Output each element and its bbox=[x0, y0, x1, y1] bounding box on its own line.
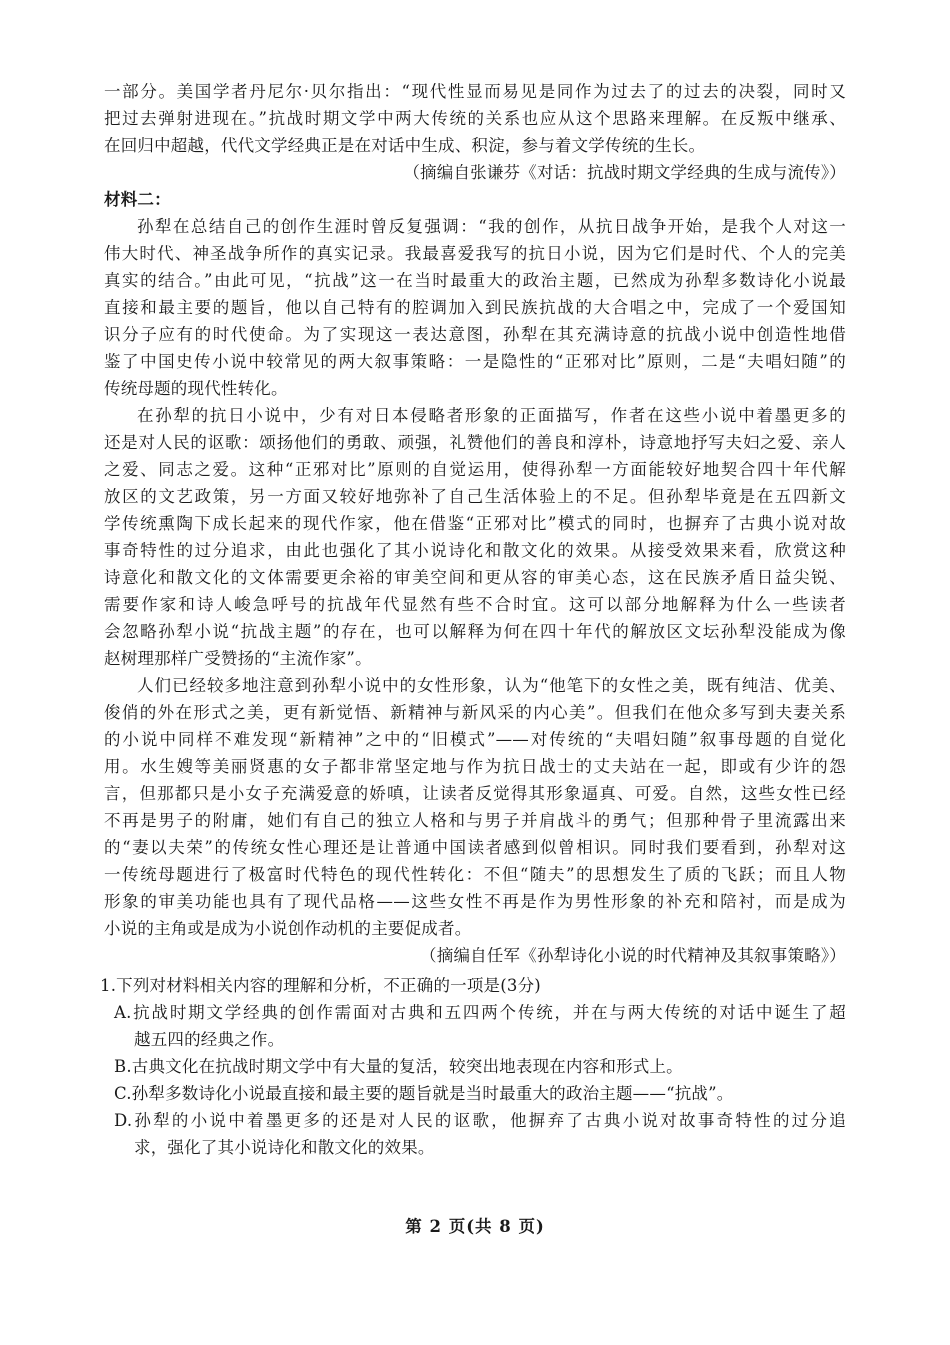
option-d[interactable] bbox=[104, 1107, 846, 1161]
option-text: C.孙犁多数诗化小说最直接和最主要的题旨就是当时最重大的政治主题——“抗战”。 bbox=[114, 1084, 734, 1103]
text-line: 还是对人民的讴歌：颂扬他们的勇敢、顽强，礼赞他们的善良和淳朴，诗意地抒写夫妇之爱、亲人 bbox=[104, 433, 846, 452]
material2-section bbox=[104, 186, 846, 969]
text-line: 赵树理那样广受赞扬的“主流作家”。 bbox=[104, 649, 372, 668]
text-line: 传统母题的现代性转化。 bbox=[104, 379, 288, 398]
text-line: 一部分。美国学者丹尼尔·贝尔指出：“现代性显而易见是同作为过去了的过去的决裂，同时又 bbox=[104, 82, 846, 101]
option-b[interactable] bbox=[104, 1053, 846, 1080]
material2-paragraph-1 bbox=[104, 213, 846, 402]
material2-paragraph-3 bbox=[104, 672, 846, 942]
question-1 bbox=[100, 972, 846, 1161]
question-stem: 1.下列对材料相关内容的理解和分析，不正确的一项是(3分) bbox=[100, 976, 541, 995]
text-line: 的小说中同样不难发现“新精神”之中的“旧模式”——对传统的“夫唱妇随”叙事母题的自觉化 bbox=[104, 730, 846, 749]
text-line: 用。水生嫂等美丽贤惠的女子都非常坚定地与作为抗日战士的丈夫站在一起，即或有少许的怨 bbox=[104, 757, 846, 776]
option-text: A.抗战时期文学经典的创作需面对古典和五四两个传统，并在与两大传统的对话中诞生了超 bbox=[114, 1003, 846, 1022]
text-line: 直接和最主要的题旨，他以自己特有的腔调加入到民族抗战的大合唱之中，完成了一个爱国知 bbox=[104, 298, 846, 317]
option-c[interactable] bbox=[104, 1080, 846, 1107]
option-text: 求，强化了其小说诗化和散文化的效果。 bbox=[134, 1138, 435, 1157]
page-number: 第 2 页(共 8 页) bbox=[405, 1217, 545, 1236]
text-line: 人们已经较多地注意到孙犁小说中的女性形象，认为“他笔下的女性之美，既有纯洁、优美、 bbox=[137, 676, 846, 695]
text-line: 小说的主角或是成为小说创作动机的主要促成者。 bbox=[104, 919, 472, 938]
text-line: 诗意化和散文化的文体需要更余裕的审美空间和更从容的审美心态，这在民族矛盾日益尖锐、 bbox=[104, 568, 846, 587]
option-text: 越五四的经典之作。 bbox=[134, 1030, 285, 1049]
option-a[interactable] bbox=[104, 999, 846, 1053]
text-line: 把过去弹射进现在。”抗战时期文学中两大传统的关系也应从这个思路来理解。在反叛中继承、 bbox=[104, 109, 846, 128]
text-line: 的“妻以夫荣”的传统女性心理还是让普通中国读者感到似曾相识。同时我们要看到，孙犁对这 bbox=[104, 838, 846, 857]
text-line: 真实的结合。”由此可见，“抗战”这一在当时最重大的政治主题，已然成为孙犁多数诗化小说最 bbox=[104, 271, 846, 290]
material1-source: （摘编自张谦芬《对话：抗战时期文学经典的生成与流传》） bbox=[403, 163, 846, 182]
text-line: 放区的文艺政策，另一方面又较好地弥补了自己生活体验上的不足。但孙犁毕竟是在五四新文 bbox=[104, 487, 846, 506]
exam-page-body bbox=[100, 78, 846, 1161]
text-line: 形象的审美功能也具有了现代品格——这些女性不再是作为男性形象的补充和陪衬，而是成为 bbox=[104, 892, 846, 911]
material2-paragraph-2 bbox=[104, 402, 846, 672]
text-line: 一传统母题进行了极富时代特色的现代性转化：不但“随夫”的思想发生了质的飞跃；而且人物 bbox=[104, 865, 846, 884]
text-line: 事奇特性的过分追求，由此也强化了其小说诗化和散文化的效果。从接受效果来看，欣赏这种 bbox=[104, 541, 846, 560]
material2-source: （摘编自任军《孙犁诗化小说的时代精神及其叙事策略》） bbox=[420, 946, 846, 965]
text-line: 孙犁在总结自己的创作生涯时曾反复强调：“我的创作，从抗日战争开始，是我个人对这一 bbox=[137, 217, 846, 236]
text-line: 学传统熏陶下成长起来的现代作家，他在借鉴“正邪对比”模式的同时，也摒弃了古典小说对故 bbox=[104, 514, 846, 533]
text-line: 在孙犁的抗日小说中，少有对日本侵略者形象的正面描写，作者在这些小说中着墨更多的 bbox=[137, 406, 846, 425]
text-line: 鉴了中国史传小说中较常见的两大叙事策略：一是隐性的“正邪对比”原则，二是“夫唱妇随”的 bbox=[104, 352, 846, 371]
text-line: 伟大时代、神圣战争所作的真实记录。我最喜爱我写的抗日小说，因为它们是时代、个人的完美 bbox=[104, 244, 846, 263]
option-text: D.孙犁的小说中着墨更多的还是对人民的讴歌，他摒弃了古典小说对故事奇特性的过分追 bbox=[114, 1111, 846, 1130]
material2-heading: 材料二： bbox=[104, 190, 171, 209]
text-line: 俊俏的外在形式之美，更有新觉悟、新精神与新风采的内心美”。但我们在他众多写到夫妻关系 bbox=[104, 703, 846, 722]
text-line: 在回归中超越，代代文学经典正是在对话中生成、积淀，参与着文学传统的生长。 bbox=[104, 136, 706, 155]
text-line: 识分子应有的时代使命。为了实现这一表达意图，孙犁在其充满诗意的抗战小说中创造性地借 bbox=[104, 325, 846, 344]
material1-continuation bbox=[104, 78, 846, 186]
text-line: 会忽略孙犁小说“抗战主题”的存在，也可以解释为何在四十年代的解放区文坛孙犁没能成为像 bbox=[104, 622, 846, 641]
text-line: 之爱、同志之爱。这种“正邪对比”原则的自觉运用，使得孙犁一方面能较好地契合四十年代解 bbox=[104, 460, 846, 479]
option-text: B.古典文化在抗战时期文学中有大量的复活，较突出地表现在内容和形式上。 bbox=[114, 1057, 683, 1076]
text-line: 不再是男子的附庸，她们有自己的独立人格和与男子并肩战斗的勇气；但那种骨子里流露出来 bbox=[104, 811, 846, 830]
text-line: 言，但那都只是小女子充满爱意的娇嗔，让读者反觉得其形象逼真、可爱。自然，这些女性已经 bbox=[104, 784, 846, 803]
text-line: 需要作家和诗人峻急呼号的抗战年代显然有些不合时宜。这可以部分地解释为什么一些读者 bbox=[104, 595, 846, 614]
